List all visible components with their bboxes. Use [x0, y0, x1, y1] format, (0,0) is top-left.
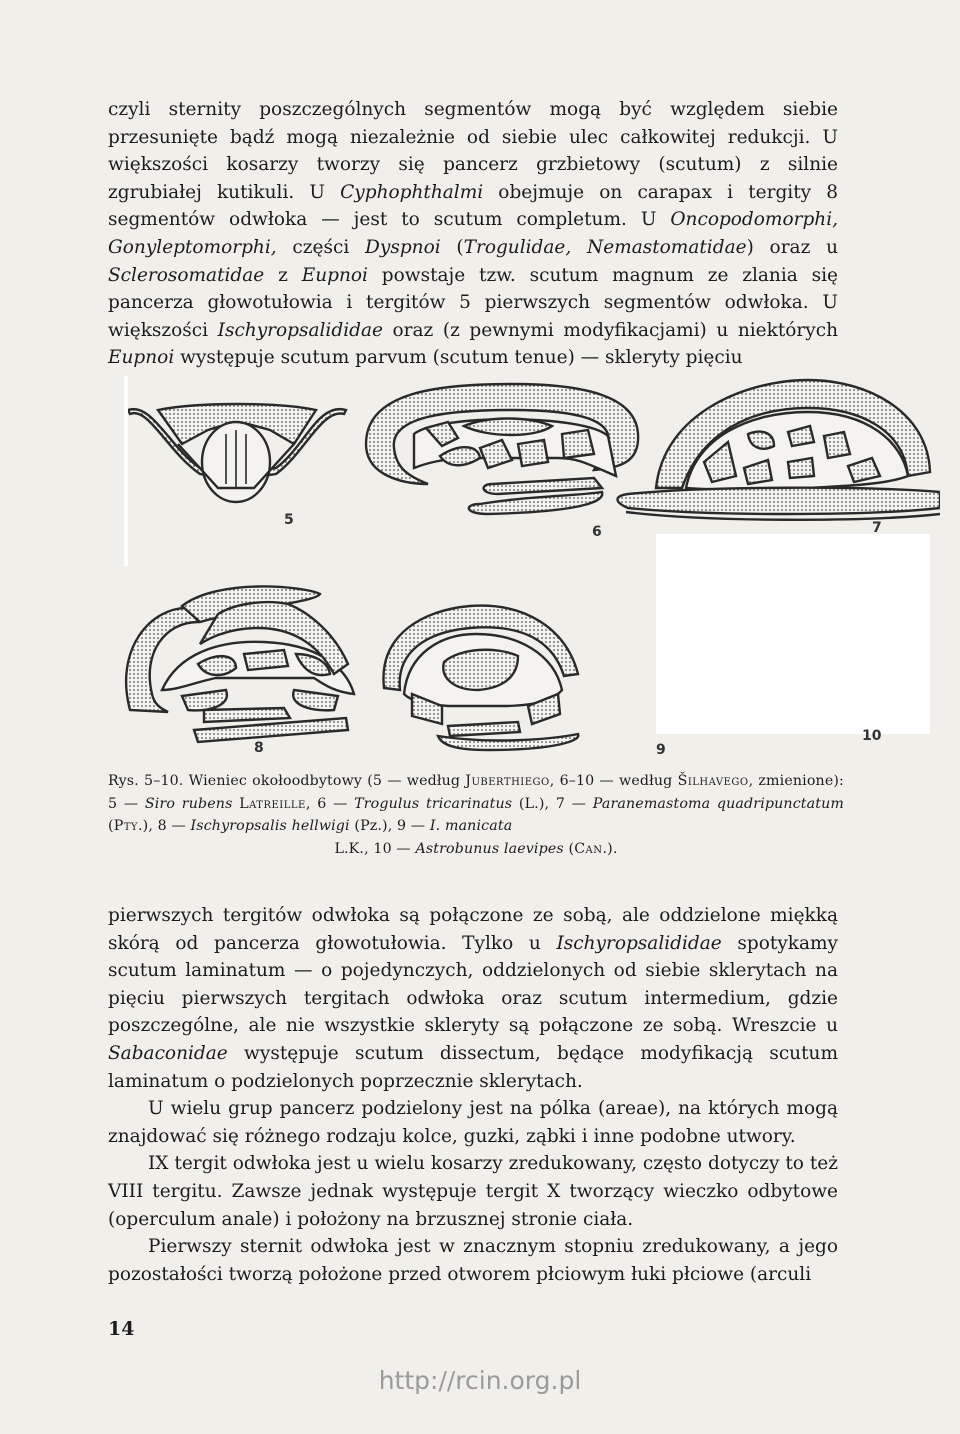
caption-last-line — [108, 838, 844, 861]
text-run: występuje scutum dissectum, będące modyfikacją scutum laminatum o podzielonych poprzecznie sklerytach. — [108, 1042, 838, 1092]
text-run: I. manicata — [429, 818, 513, 834]
text-run: IX tergit odwłoka jest u wielu kosarzy zredukowany, często dotyczy to też VIII tergitu. Zawsze jednak występuje tergit X tworzący wieczko odbytowe (operculum anale) i położony na brzusznej stronie ciała. — [108, 1153, 838, 1230]
text-run: Juberthiego — [465, 773, 550, 789]
text-run: Ischyropsalis hellwigi — [190, 818, 350, 834]
text-run: Astrobunus laevipes — [415, 840, 564, 857]
text-run: Oncopodomorphi, Gonyleptomorphi, — [108, 209, 838, 258]
paragraph — [108, 902, 838, 1095]
text-run: ( — [108, 818, 114, 834]
text-run: ) oraz u — [746, 236, 839, 258]
text-run: spotykamy scutum laminatum — o pojedynczych, oddzielonych od siebie sklerytach na pięciu pierwszych tergitach odwłoka oraz scutum intermedium, gdzie poszczególne, ale nie wszystkie skleryty są połączone ze sobą. Wreszcie u — [108, 932, 839, 1037]
text-run: Siro rubens — [144, 795, 233, 812]
figure-7-drawing — [618, 380, 941, 520]
text-run: z — [264, 264, 302, 286]
paragraph — [108, 1233, 838, 1288]
figure-5-10 — [108, 372, 940, 764]
text-run: Ischyropsalididae — [217, 319, 383, 341]
caption-main — [108, 773, 844, 834]
text-run: Eupnoi — [301, 264, 368, 286]
text-run: L.K., 10 — — [334, 840, 416, 857]
text-run: czyli sternity poszczególnych segmentów mogą być względem siebie przesunięte bądź mogą niezależnie od siebie ulec całkowitej redukcji. U większości kosarzy tworzy się pancerz grzbietowy (scutum) z silnie zgrubiałej kutikuli. U — [108, 99, 838, 203]
text-run: oraz (z pewnymi modyfikacjami) u niektórych — [382, 319, 838, 341]
text-run: , 6–10 — według — [549, 773, 678, 789]
figure-label-9: 9 — [656, 742, 666, 758]
footer-url: http://rcin.org.pl — [378, 1366, 582, 1395]
text-run: Trogulus tricarinatus — [354, 795, 513, 812]
figure-6-drawing — [366, 384, 638, 514]
figure-label-6: 6 — [592, 524, 602, 540]
figure-5-drawing — [128, 404, 346, 502]
figure-caption — [108, 770, 844, 860]
text-run: .). — [602, 840, 618, 857]
text-run: Sabaconidae — [108, 1042, 228, 1064]
figure-label-10: 10 — [862, 728, 882, 744]
text-run: (L.), 7 — — [512, 795, 593, 812]
page-number: 14 — [108, 1318, 135, 1340]
blank-strip — [124, 376, 128, 566]
text-run: ( — [563, 840, 575, 857]
text-run: ( — [440, 236, 464, 258]
figure-label-7: 7 — [872, 520, 882, 536]
text-run: (Pz.), 9 — — [349, 818, 430, 834]
text-run: Can — [574, 840, 603, 857]
text-run: Dyspnoi — [365, 236, 441, 258]
figure-label-8: 8 — [254, 740, 264, 756]
text-run: powstaje tzw. scutum magnum ze zlania się pancerza głowotułowia i tergitów 5 pierwszych segmentów odwłoka. U większości — [108, 264, 838, 341]
text-run: , zmienione): 5 — — [108, 773, 844, 812]
text-run: Eupnoi — [108, 347, 175, 369]
text-run: .), 8 — — [138, 818, 191, 834]
text-run: Šilhavego — [677, 773, 749, 789]
paragraph — [108, 1150, 838, 1233]
body-text-bottom — [108, 902, 838, 1288]
text-run: pierwszych tergitów odwłoka są połączone ze sobą, ale oddzielone miękką skórą od pancerza głowotułowia. Tylko u — [108, 905, 838, 954]
blank-panel — [656, 534, 930, 734]
text-run: Pty — [113, 818, 139, 834]
figure-label-5: 5 — [284, 512, 294, 528]
text-run: Latreille — [239, 795, 306, 812]
text-run: występuje scutum parvum (scutum tenue) — skleryty pięciu — [174, 347, 743, 369]
text-run: części — [276, 236, 366, 258]
body-text-top — [108, 96, 838, 372]
text-run: U wielu grup pancerz podzielony jest na pólka (areae), na których mogą znajdować się różnego rodzaju kolce, guzki, ząbki i inne podobne utwory. — [108, 1098, 838, 1147]
figure-9-drawing — [383, 606, 578, 750]
text-run: Pierwszy sternit odwłoka jest w znacznym stopniu zredukowany, a jego pozostałości tworzą położone przed otworem płciowym łuki płciowe (arculi — [108, 1236, 838, 1285]
text-run: Trogulidae, Nemastomatidae — [463, 236, 747, 258]
text-run: obejmuje on carapax i tergity 8 segmentów odwłoka — jest to scutum completum. U — [108, 181, 838, 231]
text-run: Sclerosomatidae — [108, 264, 265, 286]
paragraph — [108, 96, 838, 372]
text-run: Ischyropsalididae — [556, 932, 722, 954]
figure-8-drawing — [126, 586, 354, 742]
text-run: Cyphophthalmi — [340, 181, 484, 203]
text-run: Rys. 5–10. Wieniec okołoodbytowy (5 — według — [108, 773, 466, 789]
text-run: , 6 — — [305, 795, 355, 812]
text-run: Paranemastoma quadripunctatum — [592, 795, 844, 812]
paragraph — [108, 1095, 838, 1150]
